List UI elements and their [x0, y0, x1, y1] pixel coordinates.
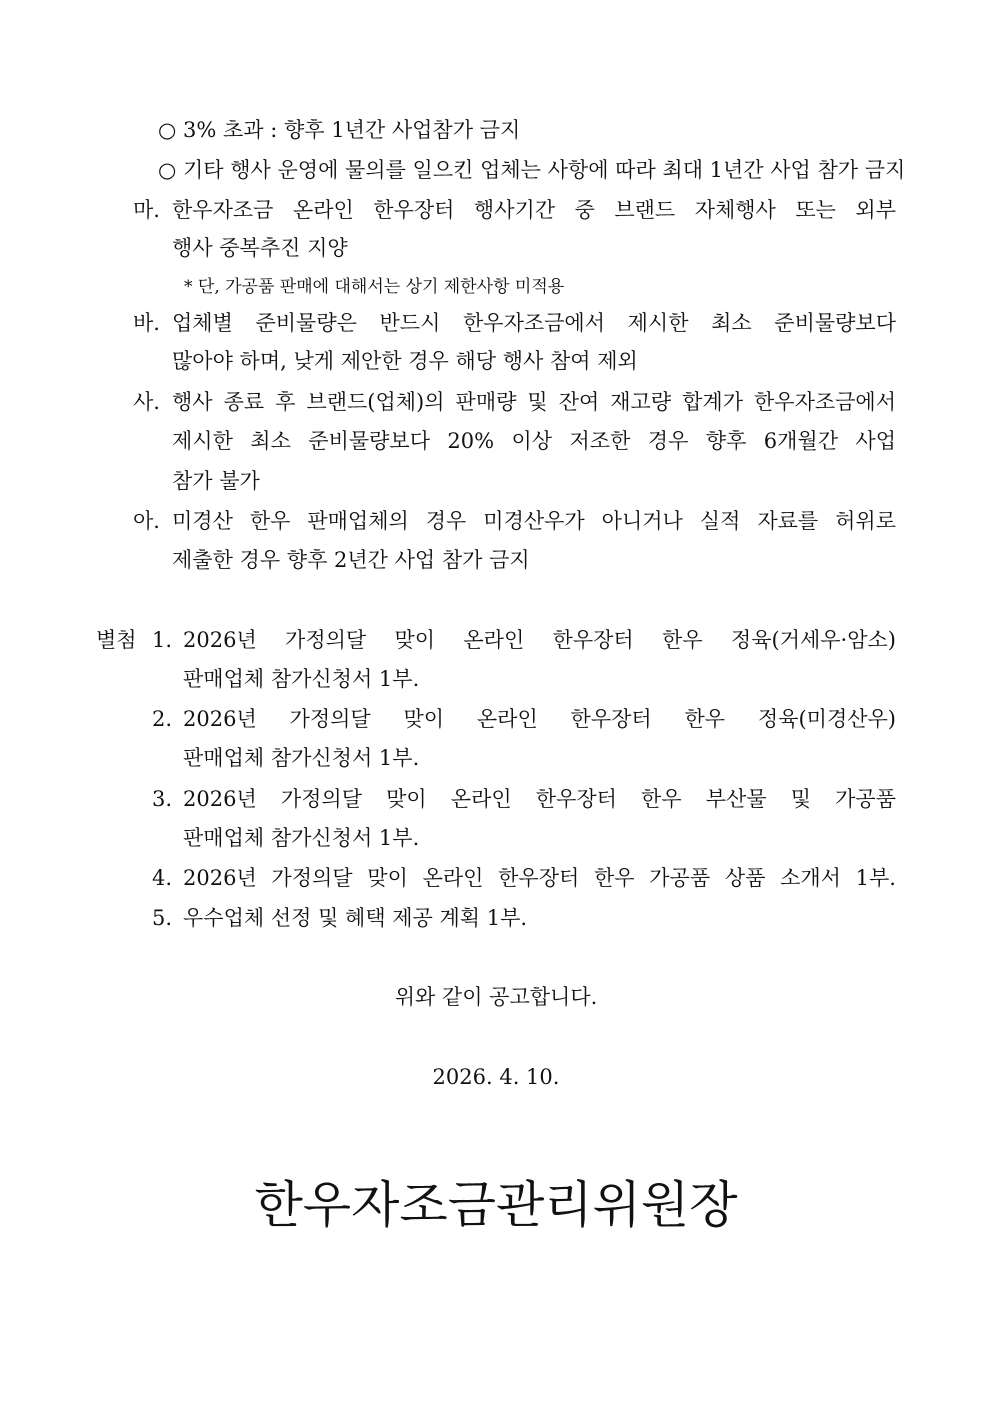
attachments-label: 별첨: [96, 628, 137, 652]
item-ba-line2: 많아야 하며, 낮게 제안한 경우 해당 행사 참여 제외: [172, 349, 638, 373]
announcement-date: 2026. 4. 10.: [432, 1065, 560, 1089]
item-sa-line2: 제시한 최소 준비물량보다 20% 이상 저조한 경우 향후 6개월간 사업: [172, 429, 896, 453]
item-ma-line2: 행사 중복추진 지양: [172, 236, 348, 260]
item-ba-line1: 업체별 준비물량은 반드시 한우자조금에서 제시한 최소 준비물량보다: [172, 311, 896, 335]
item-sa-marker: 사.: [133, 390, 160, 414]
attachment-5-line1: 우수업체 선정 및 혜택 제공 계획 1부.: [183, 906, 528, 930]
attachment-2-line1: 2026년 가정의달 맞이 온라인 한우장터 한우 정육(미경산우): [183, 707, 896, 731]
attachment-1-line1: 2026년 가정의달 맞이 온라인 한우장터 한우 정육(거세우·암소): [183, 628, 896, 652]
item-ma-note: * 단, 가공품 판매에 대해서는 상기 제한사항 미적용: [184, 277, 565, 297]
attachment-3-line1: 2026년 가정의달 맞이 온라인 한우장터 한우 부산물 및 가공품: [183, 787, 896, 811]
circle-item-other: ○ 기타 행사 운영에 물의를 일으킨 업체는 사항에 따라 최대 1년간 사업 참가 금지: [158, 158, 906, 182]
attachment-1-num: 1.: [152, 628, 173, 652]
attachment-4-line1: 2026년 가정의달 맞이 온라인 한우장터 한우 가공품 상품 소개서 1부.: [183, 866, 896, 890]
item-a-line1: 미경산 한우 판매업체의 경우 미경산우가 아니거나 실적 자료를 허위로: [172, 509, 896, 533]
signature-title: 한우자조금관리위원장: [254, 1176, 738, 1234]
item-sa-line1: 행사 종료 후 브랜드(업체)의 판매량 및 잔여 재고량 합계가 한우자조금에서: [172, 390, 896, 414]
item-ma-marker: 마.: [133, 198, 160, 222]
attachment-2-num: 2.: [152, 707, 173, 731]
attachment-2-line2: 판매업체 참가신청서 1부.: [183, 746, 420, 770]
attachment-3-line2: 판매업체 참가신청서 1부.: [183, 826, 420, 850]
item-sa-line3: 참가 불가: [172, 469, 260, 493]
item-ba-marker: 바.: [133, 311, 160, 335]
item-ma-line1: 한우자조금 온라인 한우장터 행사기간 중 브랜드 자체행사 또는 외부: [172, 198, 896, 222]
item-a-line2: 제출한 경우 향후 2년간 사업 참가 금지: [172, 548, 530, 572]
attachment-4-num: 4.: [152, 866, 173, 890]
item-a-marker: 아.: [133, 509, 160, 533]
circle-item-3pct: ○ 3% 초과 : 향후 1년간 사업참가 금지: [158, 118, 521, 142]
attachment-3-num: 3.: [152, 787, 173, 811]
attachment-5-num: 5.: [152, 906, 173, 930]
attachment-1-line2: 판매업체 참가신청서 1부.: [183, 667, 420, 691]
closing-statement: 위와 같이 공고합니다.: [394, 985, 598, 1009]
